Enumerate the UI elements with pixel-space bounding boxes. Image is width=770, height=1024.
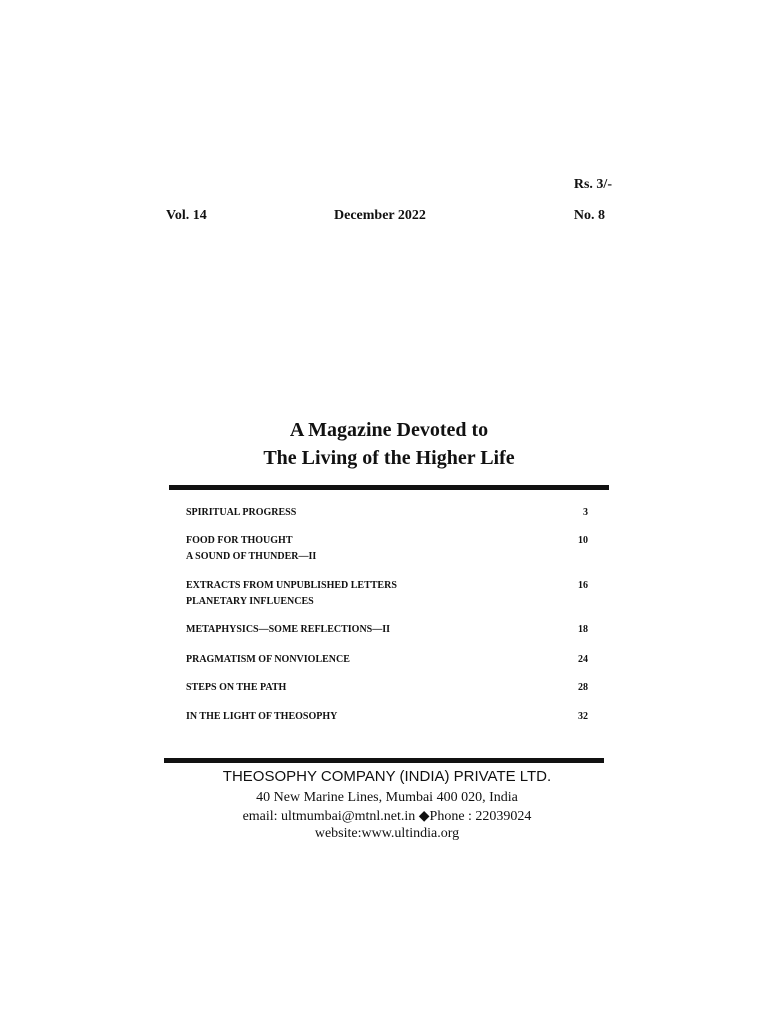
issue-date: December 2022: [334, 208, 426, 223]
contents-title: EXTRACTS FROM UNPUBLISHED LETTERS: [186, 580, 397, 591]
publisher-name: THEOSOPHY COMPANY (INDIA) PRIVATE LTD.: [222, 768, 552, 785]
contents-page: 16: [578, 580, 588, 591]
contents-title: SPIRITUAL PROGRESS: [186, 507, 297, 518]
contents-page: 24: [578, 654, 588, 665]
tagline-line-1: A Magazine Devoted to: [289, 419, 489, 441]
contents-page: 32: [578, 711, 588, 722]
top-rule: [169, 485, 609, 490]
bottom-rule: [164, 758, 604, 763]
contents-page: 3: [583, 507, 588, 518]
publisher-address: 40 New Marine Lines, Mumbai 400 020, India: [256, 790, 518, 805]
contents-title: A SOUND OF THUNDER—II: [186, 551, 317, 562]
contents-title: METAPHYSICS—SOME REFLECTIONS—II: [186, 624, 391, 635]
contents-title: IN THE LIGHT OF THEOSOPHY: [186, 711, 338, 722]
tagline-line-2: The Living of the Higher Life: [263, 447, 515, 469]
contents-page: 18: [578, 624, 588, 635]
contents-title: STEPS ON THE PATH: [186, 682, 287, 693]
contents-title: FOOD FOR THOUGHT: [186, 535, 293, 546]
contents-title: PLANETARY INFLUENCES: [186, 596, 314, 607]
publisher-website: website:www.ultindia.org: [314, 826, 460, 841]
contents-page: 10: [578, 535, 588, 546]
issue-number: No. 8: [573, 208, 605, 223]
tagline: [0, 416, 770, 472]
publisher-contact: email: ultmumbai@mtnl.net.in ◆Phone : 22039024: [242, 809, 532, 824]
price: Rs. 3/-: [573, 177, 612, 192]
contents-title: PRAGMATISM OF NONVIOLENCE: [186, 654, 350, 665]
volume: Vol. 14: [166, 208, 207, 223]
contents-page: 28: [578, 682, 588, 693]
